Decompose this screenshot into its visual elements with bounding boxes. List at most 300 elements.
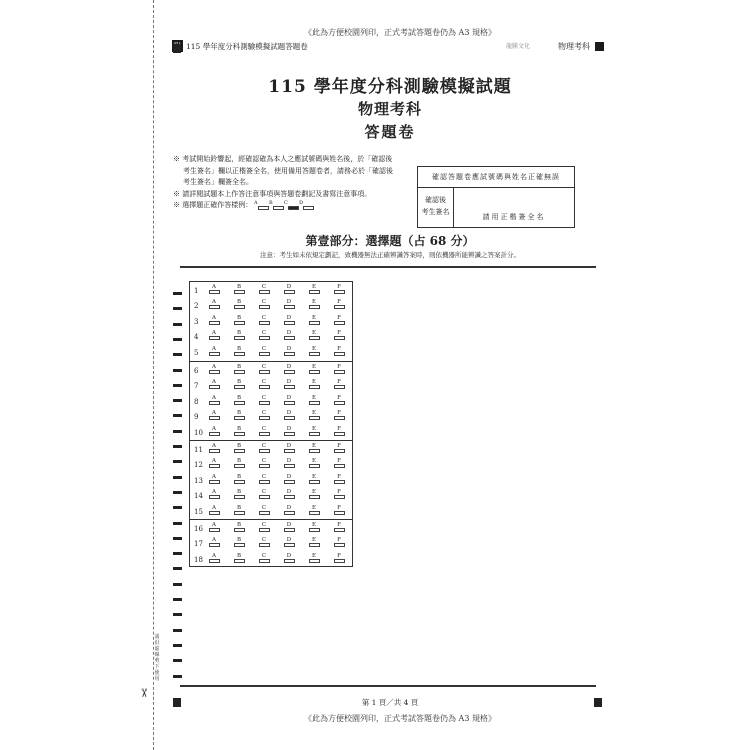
answer-option-letter: D <box>286 537 292 544</box>
answer-bubble[interactable] <box>234 416 245 420</box>
answer-option-letter: A <box>212 394 216 401</box>
answer-bubble[interactable] <box>284 416 295 420</box>
answer-option[interactable] <box>308 537 320 547</box>
answer-bubble[interactable] <box>309 543 320 547</box>
answer-option-letter: D <box>286 522 292 528</box>
signature-field[interactable]: 請用正楷簽全名 <box>482 213 546 221</box>
answer-option[interactable] <box>233 474 245 484</box>
answer-bubble[interactable] <box>284 543 295 547</box>
answer-option-letter: B <box>236 364 242 370</box>
answer-option[interactable] <box>233 522 245 532</box>
answer-bubble[interactable] <box>234 352 245 356</box>
question-number: 14 <box>194 492 203 501</box>
answer-option[interactable] <box>258 489 270 499</box>
answer-option[interactable] <box>308 458 320 468</box>
answer-bubble[interactable] <box>309 385 320 389</box>
answer-option-letter: C <box>261 330 267 337</box>
answer-option[interactable] <box>233 346 245 356</box>
answer-bubble[interactable] <box>209 432 220 436</box>
answer-bubble[interactable] <box>284 321 295 325</box>
answer-bubble[interactable] <box>309 495 320 499</box>
timing-mark <box>173 629 182 632</box>
timing-mark <box>173 384 182 387</box>
answer-bubble[interactable] <box>259 432 270 436</box>
answer-bubble[interactable] <box>234 528 245 532</box>
answer-option[interactable] <box>208 330 220 340</box>
answer-bubble[interactable] <box>309 464 320 468</box>
answer-option[interactable] <box>208 505 220 515</box>
answer-bubble[interactable] <box>209 480 220 484</box>
answer-bubble[interactable] <box>209 305 220 309</box>
answer-bubble[interactable] <box>334 385 345 389</box>
answer-option[interactable] <box>333 364 345 374</box>
answer-option[interactable] <box>308 315 320 325</box>
answer-option-letter: C <box>261 410 267 417</box>
answer-option[interactable] <box>308 505 320 515</box>
answer-option[interactable] <box>258 364 270 374</box>
answer-bubble[interactable] <box>234 290 245 294</box>
answer-option[interactable] <box>333 379 345 389</box>
answer-bubble[interactable] <box>259 464 270 468</box>
cut-instruction: 請沿虛線剪下使用 <box>154 634 160 682</box>
answer-option[interactable] <box>208 426 220 436</box>
answer-option[interactable] <box>233 299 245 309</box>
answer-bubble[interactable] <box>284 290 295 294</box>
section-title: 第壹部分：選擇題（占 68 分） <box>305 234 475 248</box>
answer-option[interactable] <box>308 489 320 499</box>
answer-option-letter: C <box>261 284 267 290</box>
answer-bubble[interactable] <box>259 511 270 515</box>
answer-bubble[interactable] <box>209 449 220 453</box>
answer-option[interactable] <box>258 458 270 468</box>
answer-option-letter: E <box>311 410 316 417</box>
answer-option[interactable] <box>283 284 295 294</box>
answer-option[interactable] <box>283 505 295 515</box>
answer-option[interactable] <box>333 522 345 532</box>
answer-option[interactable] <box>308 410 320 420</box>
answer-option[interactable] <box>283 458 295 468</box>
answer-bubble[interactable] <box>209 464 220 468</box>
timing-mark <box>173 491 182 494</box>
answer-option[interactable] <box>258 537 270 547</box>
answer-option[interactable] <box>283 379 295 389</box>
answer-bubble[interactable] <box>234 449 245 453</box>
answer-bubble[interactable] <box>259 528 270 532</box>
answer-bubble[interactable] <box>259 352 270 356</box>
answer-bubble[interactable] <box>309 401 320 405</box>
question-block <box>190 361 352 439</box>
answer-option[interactable] <box>233 489 245 499</box>
answer-option[interactable] <box>233 553 245 563</box>
answer-grid <box>189 281 353 567</box>
answer-bubble[interactable] <box>209 385 220 389</box>
answer-option-letter: F <box>337 489 341 496</box>
answer-option[interactable] <box>333 537 345 547</box>
answer-bubble[interactable] <box>334 480 345 484</box>
answer-option[interactable] <box>333 505 345 515</box>
answer-bubble[interactable] <box>234 385 245 389</box>
answer-option[interactable] <box>233 443 245 453</box>
answer-option[interactable] <box>333 284 345 294</box>
answer-bubble[interactable] <box>209 543 220 547</box>
answer-bubble[interactable] <box>284 385 295 389</box>
answer-option-letter: E <box>311 364 316 370</box>
answer-bubble[interactable] <box>284 480 295 484</box>
answer-option[interactable] <box>283 410 295 420</box>
answer-option-letter: E <box>311 504 316 511</box>
corner-mark-icon <box>173 44 181 53</box>
corner-mark-icon <box>594 698 602 707</box>
answer-option[interactable] <box>233 395 245 405</box>
answer-option-letter: B <box>236 504 242 511</box>
answer-option-letter: A <box>212 364 216 370</box>
answer-option-letter: A <box>212 504 216 511</box>
answer-option[interactable] <box>333 346 345 356</box>
signature-box <box>417 166 575 228</box>
answer-bubble[interactable] <box>334 401 345 405</box>
answer-bubble[interactable] <box>259 336 270 340</box>
answer-option[interactable] <box>333 443 345 453</box>
answer-option[interactable] <box>308 443 320 453</box>
answer-bubble[interactable] <box>234 305 245 309</box>
answer-option[interactable] <box>258 426 270 436</box>
answer-option-letter: C <box>261 425 267 432</box>
answer-option[interactable] <box>283 426 295 436</box>
answer-option[interactable] <box>333 395 345 405</box>
answer-option-letter: D <box>286 284 292 290</box>
answer-option[interactable] <box>233 284 245 294</box>
answer-option[interactable] <box>258 553 270 563</box>
answer-option[interactable] <box>283 537 295 547</box>
timing-mark <box>173 430 182 433</box>
answer-option-letter: E <box>311 284 316 290</box>
page-subtitle-subject: 物理考科 <box>357 100 422 118</box>
answer-bubble[interactable] <box>309 559 320 563</box>
answer-option[interactable] <box>208 395 220 405</box>
sample-bubble <box>288 206 299 210</box>
answer-option[interactable] <box>208 364 220 374</box>
answer-bubble[interactable] <box>234 543 245 547</box>
answer-option-letter: E <box>311 425 316 432</box>
answer-bubble[interactable] <box>309 336 320 340</box>
answer-option[interactable] <box>333 330 345 340</box>
answer-bubble[interactable] <box>309 290 320 294</box>
answer-option[interactable] <box>233 426 245 436</box>
answer-option-letter: F <box>337 314 341 321</box>
answer-bubble[interactable] <box>284 528 295 532</box>
signature-box-header: 確認答題卷應試號碼與姓名正確無誤 <box>418 167 574 188</box>
answer-bubble[interactable] <box>234 321 245 325</box>
question-number: 11 <box>194 446 203 454</box>
question-row <box>190 474 352 489</box>
answer-option-letter: F <box>337 394 341 401</box>
answer-option-letter: D <box>286 443 292 449</box>
answer-option-letter: C <box>261 489 267 496</box>
answer-option[interactable] <box>233 315 245 325</box>
answer-option[interactable] <box>283 474 295 484</box>
answer-option[interactable] <box>308 379 320 389</box>
answer-bubble[interactable] <box>334 528 345 532</box>
answer-option-letter: C <box>261 504 267 511</box>
answer-bubble[interactable] <box>234 480 245 484</box>
answer-option[interactable] <box>233 505 245 515</box>
answer-bubble[interactable] <box>309 370 320 374</box>
answer-bubble[interactable] <box>234 559 245 563</box>
answer-option[interactable] <box>208 443 220 453</box>
answer-option[interactable] <box>258 346 270 356</box>
answer-bubble[interactable] <box>259 559 270 563</box>
answer-bubble[interactable] <box>259 385 270 389</box>
page-title: 115 學年度分科測驗模擬試題 <box>268 77 512 97</box>
answer-option[interactable] <box>208 458 220 468</box>
answer-bubble[interactable] <box>284 352 295 356</box>
question-row <box>190 299 352 314</box>
answer-option[interactable] <box>308 395 320 405</box>
question-number: 15 <box>194 507 203 516</box>
answer-option[interactable] <box>233 379 245 389</box>
answer-option[interactable] <box>283 443 295 453</box>
answer-bubble[interactable] <box>209 528 220 532</box>
answer-option[interactable] <box>208 474 220 484</box>
answer-bubble[interactable] <box>209 416 220 420</box>
answer-option-letter: E <box>311 489 316 496</box>
answer-bubble[interactable] <box>284 495 295 499</box>
answer-option-letter: E <box>311 345 316 352</box>
answer-option-letter: B <box>236 345 242 352</box>
answer-option[interactable] <box>208 537 220 547</box>
answer-bubble[interactable] <box>309 480 320 484</box>
question-row <box>190 330 352 345</box>
answer-option[interactable] <box>208 315 220 325</box>
timing-mark <box>173 338 182 341</box>
answer-bubble[interactable] <box>334 336 345 340</box>
answer-bubble[interactable] <box>309 432 320 436</box>
answer-bubble[interactable] <box>334 543 345 547</box>
answer-bubble[interactable] <box>334 321 345 325</box>
sample-bubble <box>258 206 269 210</box>
answer-bubble[interactable] <box>209 321 220 325</box>
answer-option[interactable] <box>233 330 245 340</box>
answer-option[interactable] <box>208 522 220 532</box>
answer-option-letter: C <box>261 394 267 401</box>
answer-option[interactable] <box>333 299 345 309</box>
answer-bubble[interactable] <box>259 543 270 547</box>
sample-answer-example <box>253 200 314 210</box>
answer-option[interactable] <box>308 474 320 484</box>
answer-bubble[interactable] <box>334 352 345 356</box>
answer-bubble[interactable] <box>309 511 320 515</box>
answer-option[interactable] <box>283 346 295 356</box>
question-block <box>190 282 352 360</box>
answer-option-letter: F <box>337 522 341 528</box>
answer-option[interactable] <box>258 284 270 294</box>
answer-option[interactable] <box>233 410 245 420</box>
publisher-logo: 龍騰文化 <box>505 43 530 50</box>
answer-bubble[interactable] <box>284 559 295 563</box>
answer-option[interactable] <box>208 379 220 389</box>
divider-bottom <box>180 685 596 687</box>
answer-bubble[interactable] <box>284 370 295 374</box>
answer-option-letter: E <box>311 330 316 337</box>
answer-bubble[interactable] <box>284 511 295 515</box>
divider-top <box>180 266 596 268</box>
answer-bubble[interactable] <box>234 464 245 468</box>
answer-option[interactable] <box>258 505 270 515</box>
answer-option[interactable] <box>258 522 270 532</box>
answer-option[interactable] <box>233 364 245 374</box>
answer-option[interactable] <box>333 553 345 563</box>
answer-bubble[interactable] <box>334 370 345 374</box>
answer-option-letter: C <box>261 299 267 306</box>
question-number: 3 <box>194 317 199 326</box>
answer-bubble[interactable] <box>334 432 345 436</box>
answer-option[interactable] <box>333 489 345 499</box>
answer-option[interactable] <box>333 315 345 325</box>
answer-option[interactable] <box>283 395 295 405</box>
answer-bubble[interactable] <box>259 401 270 405</box>
answer-option-letter: D <box>286 345 292 352</box>
answer-option-letter: A <box>212 425 216 432</box>
answer-option[interactable] <box>333 474 345 484</box>
answer-option[interactable] <box>208 346 220 356</box>
answer-bubble[interactable] <box>309 416 320 420</box>
question-row <box>190 346 352 361</box>
sample-option: A <box>258 200 269 210</box>
answer-option[interactable] <box>233 537 245 547</box>
answer-bubble[interactable] <box>259 321 270 325</box>
answer-option[interactable] <box>283 330 295 340</box>
answer-option[interactable] <box>283 364 295 374</box>
answer-bubble[interactable] <box>209 401 220 405</box>
answer-bubble[interactable] <box>234 401 245 405</box>
answer-option[interactable] <box>333 426 345 436</box>
answer-bubble[interactable] <box>309 528 320 532</box>
answer-option[interactable] <box>208 489 220 499</box>
answer-option-letter: C <box>261 364 267 370</box>
answer-option-letter: A <box>212 552 216 559</box>
answer-bubble[interactable] <box>309 321 320 325</box>
corner-mark-icon <box>595 42 604 51</box>
answer-option[interactable] <box>308 330 320 340</box>
answer-bubble[interactable] <box>309 305 320 309</box>
answer-bubble[interactable] <box>334 559 345 563</box>
answer-bubble[interactable] <box>309 352 320 356</box>
answer-bubble[interactable] <box>259 305 270 309</box>
answer-bubble[interactable] <box>209 352 220 356</box>
answer-bubble[interactable] <box>334 290 345 294</box>
answer-option[interactable] <box>308 364 320 374</box>
answer-bubble[interactable] <box>209 290 220 294</box>
answer-option[interactable] <box>258 395 270 405</box>
answer-option[interactable] <box>208 553 220 563</box>
answer-bubble[interactable] <box>284 336 295 340</box>
answer-option[interactable] <box>258 474 270 484</box>
answer-bubble[interactable] <box>334 464 345 468</box>
answer-option[interactable] <box>258 330 270 340</box>
answer-option[interactable] <box>283 522 295 532</box>
answer-bubble[interactable] <box>284 305 295 309</box>
answer-option[interactable] <box>233 458 245 468</box>
answer-bubble[interactable] <box>334 305 345 309</box>
answer-option[interactable] <box>258 299 270 309</box>
answer-bubble[interactable] <box>284 432 295 436</box>
answer-option[interactable] <box>308 299 320 309</box>
answer-option[interactable] <box>208 299 220 309</box>
answer-bubble[interactable] <box>284 401 295 405</box>
answer-bubble[interactable] <box>334 495 345 499</box>
answer-option[interactable] <box>258 410 270 420</box>
answer-option[interactable] <box>258 443 270 453</box>
answer-bubble[interactable] <box>334 416 345 420</box>
answer-bubble[interactable] <box>209 370 220 374</box>
answer-bubble[interactable] <box>259 449 270 453</box>
answer-option[interactable] <box>333 458 345 468</box>
answer-bubble[interactable] <box>259 416 270 420</box>
answer-option[interactable] <box>283 489 295 499</box>
answer-option-letter: D <box>286 314 292 321</box>
answer-bubble[interactable] <box>209 336 220 340</box>
question-number: 2 <box>194 302 199 311</box>
answer-bubble[interactable] <box>259 480 270 484</box>
answer-option-letter: B <box>236 284 242 290</box>
answer-option-letter: F <box>337 425 341 432</box>
answer-option[interactable] <box>283 553 295 563</box>
answer-bubble[interactable] <box>234 370 245 374</box>
answer-option-letter: C <box>261 473 267 480</box>
answer-bubble[interactable] <box>284 449 295 453</box>
answer-bubble[interactable] <box>209 495 220 499</box>
question-row <box>190 379 352 394</box>
answer-bubble[interactable] <box>309 449 320 453</box>
answer-option[interactable] <box>283 315 295 325</box>
answer-option-letter: B <box>236 394 242 401</box>
answer-bubble[interactable] <box>234 432 245 436</box>
answer-option[interactable] <box>333 410 345 420</box>
answer-bubble[interactable] <box>259 495 270 499</box>
answer-option[interactable] <box>208 284 220 294</box>
answer-option-letter: F <box>337 443 341 449</box>
answer-option[interactable] <box>258 315 270 325</box>
answer-bubble[interactable] <box>209 511 220 515</box>
question-row <box>190 505 352 520</box>
answer-bubble[interactable] <box>259 370 270 374</box>
answer-bubble[interactable] <box>234 336 245 340</box>
question-row <box>190 522 352 537</box>
answer-option[interactable] <box>308 346 320 356</box>
answer-bubble[interactable] <box>234 495 245 499</box>
answer-bubble[interactable] <box>234 511 245 515</box>
answer-bubble[interactable] <box>334 449 345 453</box>
timing-mark <box>173 506 182 509</box>
question-block <box>190 519 352 567</box>
answer-option[interactable] <box>208 410 220 420</box>
answer-option-letter: A <box>212 314 216 321</box>
answer-bubble[interactable] <box>284 464 295 468</box>
answer-bubble[interactable] <box>259 290 270 294</box>
answer-option[interactable] <box>308 522 320 532</box>
answer-option[interactable] <box>258 379 270 389</box>
answer-option-letter: E <box>311 522 316 528</box>
answer-option[interactable] <box>308 553 320 563</box>
answer-bubble[interactable] <box>209 559 220 563</box>
answer-option[interactable] <box>283 299 295 309</box>
timing-mark <box>173 445 182 448</box>
answer-option[interactable] <box>308 426 320 436</box>
question-number: 12 <box>194 461 203 470</box>
answer-option[interactable] <box>308 284 320 294</box>
answer-option-letter: E <box>311 473 316 480</box>
answer-bubble[interactable] <box>334 511 345 515</box>
